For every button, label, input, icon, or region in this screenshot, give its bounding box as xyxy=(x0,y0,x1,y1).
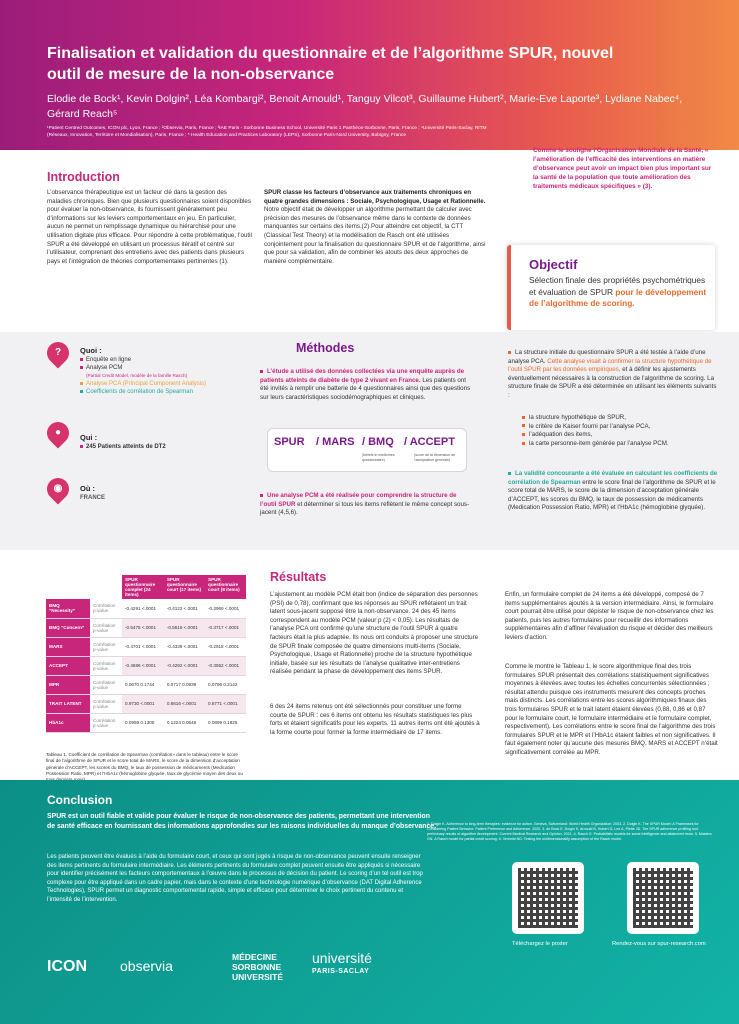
methods-bullet: la structure hypothétique de SPUR, xyxy=(522,414,718,423)
qr2-label: Rendez-vous sur spur-research.com xyxy=(612,941,706,947)
row-label: BMQ “Concern” xyxy=(46,618,90,637)
conclusion-bold: SPUR est un outil fiable et valide pour évaluer le risque de non-observance des patients, permettant une intervention de santé efficace en fournissant des informations approfondies sur les raisons individuelles du manque d’observance. xyxy=(47,813,437,830)
objective-text xyxy=(529,275,707,310)
table-row xyxy=(46,713,246,732)
table-cell: -0.5516 <.0001 xyxy=(164,618,205,637)
conclusion-text: Les patients peuvent être évalués à l’aide du formulaire court, et ceux qui sont jugés à risque de non-observance peuvent ensuite renseigner des items pertinents du formulaire intermédiaire. Les éléments pertinents du formulaire complet peuvent ensuite être appliqués si nécessaire pour identifier précisément les facteurs comportementaux à l’œuvre dans le processus de décision du patient. Le scoring d’un tel outil est trop complexe pour être appliqué dans un cadre papier, mais dans le contexte d’une technologie numérique d’observance (DAT Digital Adherence Technologies), SPUR permet un diagnostic comportemental rapide, simple et efficace pour déterminer le choix pertinent du contenu et l’intensité de l’intervention. xyxy=(47,854,423,903)
row-label: MARS xyxy=(46,637,90,656)
methods-right-p2: La validité concourante a été évaluée en calculant les coefficients de corrélation de Spearman entre le score final de l’algorithme de SPUR et le score total de MARS, le score de la dimension d’acceptation générale d’ACCEPT, les scores du BMQ, le taux de possession de médicaments (Medication Possession Ratio, MPR) et l’HbA1c (hémoglobine glyquée). xyxy=(508,470,718,512)
tool-spur: SPUR xyxy=(274,436,305,448)
quoi-pin-icon: ? xyxy=(42,337,73,368)
row-sublabels: Corrélation p-value xyxy=(90,694,122,713)
qui-label: Qui : xyxy=(80,433,98,442)
ou-item: FRANCE xyxy=(80,495,105,501)
intro-col2-bold: SPUR classe les facteurs d’observance aux traitements chroniques en quatre grandes dimensions : Sociale, Psychologique, Usage et Rationnelle. xyxy=(264,189,486,205)
quoi-item: Analyse PCM xyxy=(80,364,255,372)
row-label: HbA1c xyxy=(46,713,90,732)
paris-saclay-logo: université PARIS-SACLAY xyxy=(312,950,372,975)
table-cell: 0.8771 <.0001 xyxy=(205,694,246,713)
poster-qr-code[interactable] xyxy=(512,862,584,934)
table-row xyxy=(46,675,246,694)
intro-col1: L’observance thérapeutique est un facteur clé dans la gestion des maladies chroniques. Bien que plusieurs questionnaires soient disponibles pour évaluer la non-observance, ils fournissent généralement peu d’informations sur les leviers comportementaux en jeu. En particulier, aucun ne permet un remplissage dynamique ou hiérarchisé pour une utilisation digitale plus efficace. Pour répondre à cette problématique, l’outil SPUR a été développé en utilisant un processus itératif et centré sur l’utilisateur, comprenant des entretiens avec des patients dans plusieurs pays et l’intégration de théories comportementales pertinentes (1). xyxy=(47,189,252,265)
row-sublabels: Corrélation p-value xyxy=(90,618,122,637)
qui-item: 245 Patients atteints de DT2 xyxy=(80,443,166,451)
authors: Elodie de Bock¹, Kevin Dolgin², Léa Kombargi², Benoit Arnould¹, Tanguy Vilcot³, Guillaume Hubert², Marie-Eve Laporte³, Lydiane Nabec⁴, Gérard Reach⁵ xyxy=(47,93,683,120)
table-cell: -0.4701 <.0001 xyxy=(122,637,164,656)
table-cell: -0.2918 <.0001 xyxy=(205,637,246,656)
objective-text-main: Sélection finale des propriétés psychométriques et évaluation de SPUR xyxy=(529,275,706,297)
table-caption: Tableau 1. Coefficient de corrélation de Spearman (corrélation» dans le tableau) entre le score final de l’algorithme de SPUR et le score total de MARS, le score de la dimension d’acceptation générale d’ACCEPT, les scores du BMQ, le taux de possession de médicaments (Medication Possession Ratio, MPR) et l’HbA1c (hémoglobine glyquée, taux de glycémie moyen des deux ou xyxy=(46,752,243,776)
table-header: SPUR questionnaire complet (24 items) xyxy=(122,575,164,599)
tool-bmq: / BMQ xyxy=(362,436,394,448)
affiliations: ¹Patient Centred Outcomes, ICON plc, Lyon, France ; ²Observia, Paris, France ; ³IAE Paris - Sorbonne Business School, Université Paris 1 Panthéon-Sorbonne, Paris, France ; ⁴Université Paris-Saclay, RITM (Réseaux, Innovation, Territoire et Mondialisation), Paris, France ; ⁵ Health Education and Practices Laboratory (LEPS), Sorbonne Paris-Nord University, Bobigny, France xyxy=(47,126,487,138)
tool-accept-sub: (score de la dimension de l’acceptation générale) xyxy=(414,453,456,462)
qui-pin-icon: ● xyxy=(42,417,73,448)
results-table xyxy=(46,575,246,733)
table-cell: -0.3552 <.0001 xyxy=(205,656,246,675)
intro-col2 xyxy=(264,189,489,266)
table-cell: -0.3969 <.0001 xyxy=(205,599,246,618)
table-cell: -0.4686 <.0001 xyxy=(122,656,164,675)
who-quote: Comme le souligne l’Organisation Mondiale de la Santé, « l’amélioration de l’efficacité des interventions en matière d’observance peut avoir un impact bien plus important sur la santé de la population que toute amélioration des traitements médicaux spécifiques » (3). xyxy=(533,147,712,190)
table-cell: -0.4339 <.0001 xyxy=(164,637,205,656)
table-header-empty xyxy=(46,575,90,599)
results-col2b: Comme le montre le Tableau 1, le score algorithmique final des trois formulaires SPUR présentait des corrélations statistiquement significatives moyennes à élevées avec toutes les échelles concurrentes sélectionnées ; résultat attendu puisque ces instruments mesurent des concepts proches mais distincts. Les corrélations entre les scores algorithmiques finaux des trois formulaires SPUR et le trait latent étaient élevées (0,88, 0,86 et 0,87 pour le formulaire court, le formulaire intermédiaire et le formulaire complet, respectivement). Les corrélations entre le score final de l’algorithme des trois formulaires SPUR et le MPR et l’HbA1c étaient faibles et non significatives. Il faut également noter qu’aucune des mesures BMQ, MARS et ACCEPT n’était significativement corrélée au MPR. xyxy=(505,663,718,756)
objective-box xyxy=(507,245,715,330)
methods-bullet: l’adéquation des items, xyxy=(522,431,718,440)
table-cell: 0.0717 0.0939 xyxy=(164,675,205,694)
table-row xyxy=(46,637,246,656)
row-label: ACCEPT xyxy=(46,656,90,675)
results-col1b: 6 des 24 items retenus ont été sélectionnés pour constituer une forme courte de SPUR : ces 6 items ont obtenu les résultats statistiques les plus forts et étaient significatifs pour les experts. 11 autres items ont été ajoutés à la forme courte pour former la forme intermédiaire de 17 items. xyxy=(270,703,480,736)
table-header-empty xyxy=(90,575,122,599)
tool-mars: / MARS xyxy=(316,436,355,448)
icon-logo: ICON xyxy=(47,958,87,975)
objective-accent xyxy=(507,245,511,330)
ou-label: Où : xyxy=(80,484,95,493)
row-label: MPR xyxy=(46,675,90,694)
tool-accept: / ACCEPT xyxy=(404,436,455,448)
results-col1: L’ajustement au modèle PCM était bon (indice de séparation des personnes (PSI) de 0,78), confirmant que les réponses au SPUR reflétaient un trait latent sous-jacent supposé être la non-observance. 24 des 45 items correspondent au modèle PCM (valeur p (2) < 0,05). Les résultats de l’analyse PCA ont confirmé qu’une structure de l’outil SPUR à quatre facteurs était la plus adaptée. Ils nous ont conduits à proposer une structure de SPUR finale composée de quatre dimensions multi-items (Sociale, Psychologique, Usage et Rationnelle) proche de la structure hypothétique initiale, basée sur les résultats de l’analyse qualitative inter-entretiens réalisée pendant la phase de développement des items SPUR. xyxy=(270,591,479,676)
qr1-label: Téléchargez le poster xyxy=(512,941,568,947)
questionnaires-box xyxy=(267,428,467,472)
methods-right-p1: La structure initiale du questionnaire SPUR a été testée à l’aide d’une analyse PCA. Cette analyse visait à confirmer la structure hypothétique de l’outil SPUR par les données empiriques, et à définir les ajustements éventuellement nécessaires à la construction de l’algorithme de scoring. La structure finale de SPUR a été déterminée en utilisant les éléments suivants : xyxy=(508,349,717,399)
table-cell: -0.5475 <.0001 xyxy=(122,618,164,637)
sorbonne-logo: MÉDECINE SORBONNE UNIVERSITÉ xyxy=(232,952,284,982)
table-row xyxy=(46,694,246,713)
quoi-list xyxy=(80,356,255,396)
table-row xyxy=(46,599,246,618)
methods-bullet: le critère de Kaiser fourni par l’analyse PCA, xyxy=(522,423,718,432)
row-label: TRAIT LATENT xyxy=(46,694,90,713)
row-sublabels: Corrélation p-value xyxy=(90,713,122,732)
objective-highlight: pour le développement de l’algorithme de scoring. xyxy=(529,286,707,308)
methods-bullet: la carte personne-item générée par l’analyse PCM. xyxy=(522,440,718,449)
objective-title: Objectif xyxy=(529,257,578,272)
table-cell: 0.0796 0.2142 xyxy=(205,675,246,694)
table-cell: 0.0670 0.1744 xyxy=(122,675,164,694)
observia-logo: observia xyxy=(120,958,173,974)
introduction-title: Introduction xyxy=(47,170,120,184)
table-cell: -0.4122 <.0001 xyxy=(164,599,205,618)
table-header: SPUR questionnaire court (8 items) xyxy=(205,575,246,599)
methods-title: Méthodes xyxy=(296,341,355,355)
table-row xyxy=(46,618,246,637)
references: 1. Dolgin K. Adherence to long-term therapies: evidence for action. Geneva, Switzerland: World Health Organization; 2003. 2. Dolgin K. The SPUR Model: A Framework for Considering Patient Behavior. Patient Preference and Adherence. 2020. 3. de Bock E, Dolgin K, Arnould B, Hubert G, Lee A, Piette JD. The SPUR adherence profiling tool: preliminary results of algorithm development. Current Medical Research and Opinion. 2021. 4. Rasch G. Probabilistic models for some intelligence and attainment tests. 5. Masters GN. A Rasch model for partial credit scoring. 6. Verhelst ND. Testing the unidimensionality assumption of the Rasch model. xyxy=(427,822,712,841)
table-cell: -0.3717 <.0001 xyxy=(205,618,246,637)
methods-p2: Une analyse PCM a été réalisée pour comprendre la structure de l’outil SPUR et déterminer si tous les items reflètent le même concept sous-jacent (4,5,6). xyxy=(260,492,470,517)
table-cell: 0.1224 0.0648 xyxy=(164,713,205,732)
quoi-item: Analyse PCA (Principal Component Analysis) xyxy=(80,380,255,388)
table-cell: 0.0899 0.1825 xyxy=(205,713,246,732)
conclusion-title: Conclusion xyxy=(47,793,113,807)
quoi-item: Coefficients de corrélation de Spearman xyxy=(80,388,255,396)
table-cell: 0.9730 <.0001 xyxy=(122,694,164,713)
ou-pin-icon: ◉ xyxy=(42,473,73,504)
quoi-item: Enquête en ligne xyxy=(80,356,255,364)
poster-title: Finalisation et validation du questionnaire et de l’algorithme SPUR, nouvel outil de mesure de la non-observance xyxy=(47,45,614,83)
intro-col2-text: Notre objectif était de développer un algorithme permettant de calculer avec précision des mesures de l’observance même dans le contexte de données manquantes sur certains des items.(2) Pour atteindre cet objectif, la CTT (Classical Test Theory) et la modélisation de Rasch ont été utilisées conjointement pour la finalisation du questionnaire SPUR et de l’algorithme, ainsi que pour sa validation, afin de combiner les atouts des deux approches de manière complémentaire. xyxy=(264,206,486,265)
row-sublabels: Corrélation p-value xyxy=(90,675,122,694)
row-sublabels: Corrélation p-value xyxy=(90,656,122,675)
table-header: SPUR questionnaire court (17 items) xyxy=(164,575,205,599)
results-col2: Enfin, un formulaire complet de 24 items a été développé, composé de 7 items supplémentaires ajoutés à la version intermédiaire. Ainsi, le formulaire court pourrait être utilisé pour dépister le risque de non-observance chez les patients, puis les autres formulaires pour recueillir des informations supplémentaires afin d’affiner l’évaluation du risque et décider des meilleurs leviers d’action. xyxy=(505,591,714,641)
methods-bullets xyxy=(522,414,718,448)
table-cell: 0.8616 <.0001 xyxy=(164,694,205,713)
row-sublabels: Corrélation p-value xyxy=(90,599,122,618)
methods-p1: L’étude a utilisé des données collectées via une enquête auprès de patients atteints de diabète de type 2 vivant en France. Les patients ont été invités à remplir une batterie de 4 questionnaires ainsi que des questions sur leurs caractéristiques sociodémographiques et cliniques. xyxy=(260,368,471,401)
quoi-item-sub: (Partial Credit Model, modèle de la famille Rasch) xyxy=(86,373,188,378)
row-label: BMQ “Necessity” xyxy=(46,599,90,618)
row-sublabels: Corrélation p-value xyxy=(90,637,122,656)
table-cell: -0.4291 <.0001 xyxy=(122,599,164,618)
quoi-label: Quoi : xyxy=(80,346,102,355)
tool-bmq-sub: (beliefs in medicines questionnaire) xyxy=(362,453,395,462)
table-cell: 0.0959 0.1305 xyxy=(122,713,164,732)
table-cell: -0.4292 <.0001 xyxy=(164,656,205,675)
results-title: Résultats xyxy=(270,570,327,584)
table-row xyxy=(46,656,246,675)
website-qr-code[interactable] xyxy=(627,862,699,934)
